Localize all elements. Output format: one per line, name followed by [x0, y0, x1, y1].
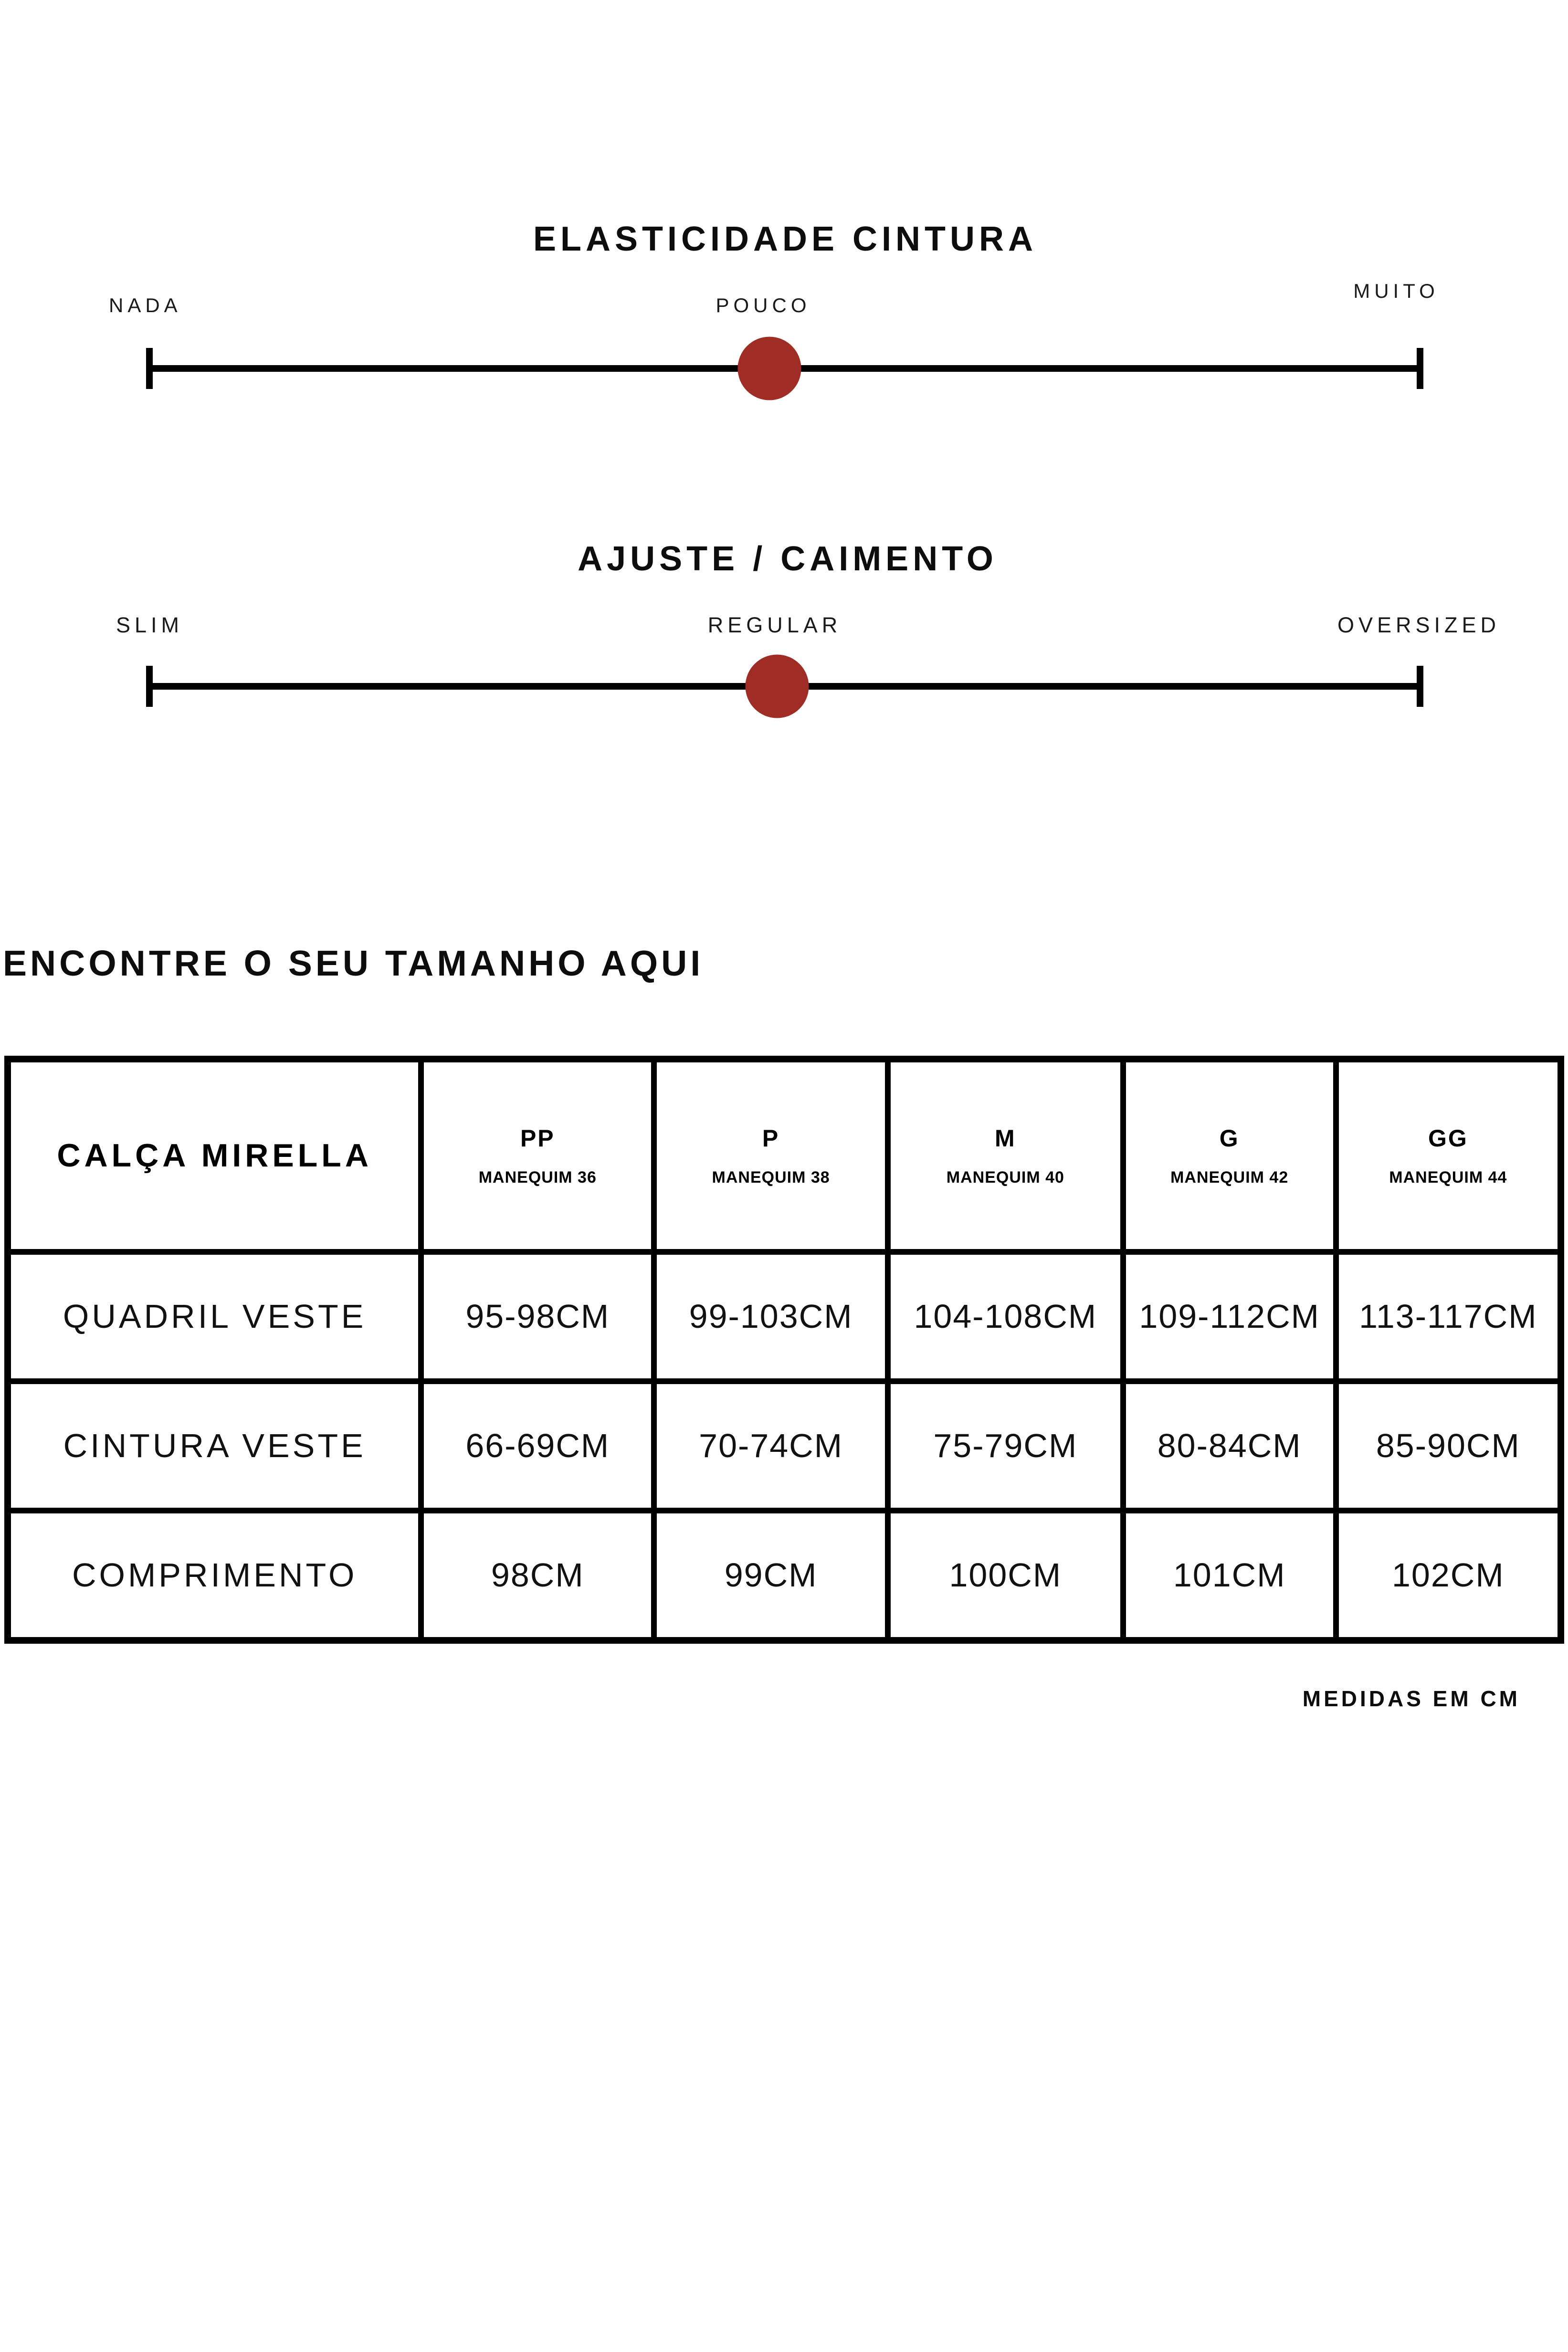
size-column-header-gg — [1339, 1062, 1557, 1249]
size-abbreviation: M — [995, 1124, 1016, 1152]
product-name: CALÇA MIRELLA — [57, 1137, 372, 1174]
measurement-value: 100CM — [949, 1556, 1062, 1594]
measurement-value: 95-98CM — [465, 1298, 610, 1335]
table-cell — [1126, 1513, 1333, 1637]
measurement-value: 99CM — [724, 1556, 818, 1594]
size-column-header-g — [1126, 1062, 1333, 1249]
measurement-value: 101CM — [1173, 1556, 1286, 1594]
table-cell — [891, 1513, 1120, 1637]
size-mannequin: MANEQUIM 42 — [1170, 1168, 1289, 1186]
size-table — [4, 1056, 1564, 1644]
row-label: COMPRIMENTO — [72, 1556, 358, 1594]
fit-slider-track — [146, 683, 1423, 690]
elasticity-label-nada: NADA — [109, 294, 182, 316]
table-cell — [1339, 1255, 1557, 1378]
size-abbreviation: G — [1219, 1124, 1240, 1152]
size-mannequin: MANEQUIM 38 — [712, 1168, 830, 1186]
fit-slider-handle[interactable] — [745, 655, 809, 718]
size-abbreviation: GG — [1428, 1124, 1468, 1152]
size-mannequin: MANEQUIM 44 — [1389, 1168, 1507, 1186]
product-name-cell — [11, 1062, 418, 1249]
measurement-value: 75-79CM — [933, 1427, 1078, 1465]
row-label: QUADRIL VESTE — [63, 1298, 367, 1335]
table-cell — [1339, 1384, 1557, 1508]
measurement-value: 102CM — [1392, 1556, 1505, 1594]
measurement-value: 70-74CM — [699, 1427, 843, 1465]
table-cell — [657, 1384, 885, 1508]
row-label-cell — [11, 1513, 418, 1637]
size-mannequin: MANEQUIM 40 — [946, 1168, 1064, 1186]
table-cell — [891, 1255, 1120, 1378]
table-cell — [424, 1255, 651, 1378]
track-endcap-right-icon — [1417, 666, 1423, 707]
table-cell — [1339, 1513, 1557, 1637]
elasticity-slider-track — [146, 365, 1423, 372]
table-cell — [657, 1255, 885, 1378]
measurement-value: 113-117CM — [1359, 1298, 1537, 1335]
measurement-value: 99-103CM — [689, 1298, 853, 1335]
fit-label-regular: REGULAR — [707, 613, 842, 637]
track-endcap-left-icon — [146, 348, 153, 389]
measurement-value: 98CM — [491, 1556, 584, 1594]
measurements-unit-note: MEDIDAS EM CM — [1302, 1686, 1520, 1711]
elasticity-label-pouco: POUCO — [716, 294, 811, 316]
measurement-value: 66-69CM — [465, 1427, 610, 1465]
row-label-cell — [11, 1384, 418, 1508]
elasticity-label-muito: MUITO — [1353, 280, 1439, 302]
track-endcap-left-icon — [146, 666, 153, 707]
find-your-size-heading: ENCONTRE O SEU TAMANHO AQUI — [3, 943, 704, 983]
size-abbreviation: PP — [520, 1124, 555, 1152]
fit-label-slim: SLIM — [116, 613, 184, 637]
size-column-header-p — [657, 1062, 885, 1249]
measurement-value: 85-90CM — [1376, 1427, 1520, 1465]
fit-label-oversized: OVERSIZED — [1337, 613, 1500, 637]
measurement-value: 109-112CM — [1139, 1298, 1320, 1335]
table-cell — [424, 1513, 651, 1637]
fit-slider-title: AJUSTE / CAIMENTO — [578, 540, 998, 578]
size-mannequin: MANEQUIM 36 — [478, 1168, 597, 1186]
elasticity-slider-title: ELASTICIDADE CINTURA — [533, 220, 1037, 258]
measurement-value: 104-108CM — [914, 1298, 1097, 1335]
row-label-cell — [11, 1255, 418, 1378]
size-column-header-pp — [424, 1062, 651, 1249]
measurement-value: 80-84CM — [1157, 1427, 1302, 1465]
table-cell — [891, 1384, 1120, 1508]
table-cell — [1126, 1255, 1333, 1378]
elasticity-slider-handle[interactable] — [737, 337, 801, 400]
size-abbreviation: P — [762, 1124, 780, 1152]
table-cell — [424, 1384, 651, 1508]
track-endcap-right-icon — [1417, 348, 1423, 389]
row-label: CINTURA VESTE — [63, 1427, 366, 1465]
size-column-header-m — [891, 1062, 1120, 1249]
table-cell — [657, 1513, 885, 1637]
table-cell — [1126, 1384, 1333, 1508]
